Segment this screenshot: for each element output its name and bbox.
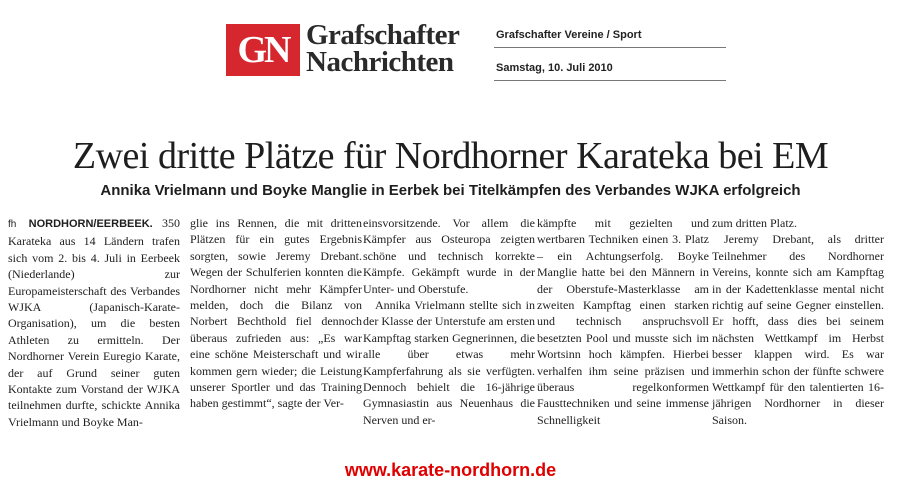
article-subheadline: Annika Vrielmann und Boyke Manglie in Eerbek bei Titelkämpfen des Verbandes WJKA erfolgreich bbox=[100, 182, 801, 199]
author-initials: fh bbox=[8, 219, 17, 230]
newspaper-name bbox=[306, 19, 460, 78]
divider bbox=[494, 47, 726, 48]
newspaper-name-line1: Grafschafter bbox=[306, 19, 460, 51]
dateline: NORDHORN/EERBEEK. bbox=[28, 218, 153, 230]
paragraph: zum dritten Platz. bbox=[712, 216, 797, 230]
paragraph: kämpfte mit gezielten und wertbaren Techniken einen 3. Platz – ein Achtungserfolg. Boyke Manglie hatte bei den Männern in der Oberstufe-Masterklasse am zweiten Kampftag einen starken und technisch anspruchsvoll besetzten Pool und musste sich im Wortsinn hoch kämpfen. Hierbei verhalfen ihm seine präzisen und überaus regelkonformen Fausttechniken und seine immense Schnelligkeit bbox=[537, 216, 709, 427]
website-link[interactable]: www.karate-nordhorn.de bbox=[344, 460, 557, 480]
newspaper-name-line2: Nachrichten bbox=[306, 46, 454, 78]
paragraph: Annika Vrielmann stellte sich in der Klasse der Unterstufe am ersten Kampftag starken Gegnerinnen, die alle über etwas mehr Kampferfahrung als sie verfügten. Dennoch behielt die 16-jährige Gymnasiastin aus Neuenhaus die Nerven und er- bbox=[363, 298, 535, 427]
paragraph: Jeremy Drebant, als dritter Teilnehmer des Nordhorner Vereins, konnte sich am Kampftag in der Kadettenklasse mental nicht richtig auf seine Gegner einstellen. Er hofft, dass dies bei seinem nächsten Wettkampf im Herbst besser klappen wird. Es war immerhin schon der fünfte schwere Wettkampf für den talentierten 16-jährigen Nordhorner in dieser Saison. bbox=[712, 232, 884, 427]
divider bbox=[494, 80, 726, 81]
article-headline: Zwei dritte Plätze für Nordhorner Karateka bei EM bbox=[72, 135, 829, 177]
article-column-4 bbox=[537, 215, 709, 428]
newspaper-logo bbox=[226, 24, 300, 76]
article-column-5 bbox=[712, 215, 884, 428]
masthead bbox=[226, 19, 726, 84]
paragraph: einsvorsitzende. Vor allem die Kämpfer aus Osteuropa zeigten schöne und technisch korrekte Kämpfe. Gekämpft wurde in der Unter- und Oberstufe. bbox=[363, 216, 535, 296]
issue-date: Samstag, 10. Juli 2010 bbox=[496, 62, 613, 74]
logo-lettering: GN bbox=[237, 29, 289, 71]
paragraph: 350 Karateka aus 14 Ländern trafen sich vom 2. bis 4. Juli in Eerbeek (Niederlande) zur Europameisterschaft des Verbandes WJKA (Japanisch-Karate-Organisation), um die besten Athleten zu ermitteln. Der Nordhorner Verein Euregio Karate, der auf Grund seiner guten Kontakte zum Vorstand der WJKA teilnehmen durfte, schickte Annika Vrielmann und Boyke Man- bbox=[8, 216, 181, 429]
article-column-1 bbox=[8, 215, 180, 430]
paragraph: glie ins Rennen, die mit dritten Plätzen für ein gutes Ergebnis sorgten, sowie Jeremy Drebant. Wegen der Schulferien konnten die Nordhorner nicht mehr Kämpfer melden, doch die Bilanz von Norbert Bechthold fiel dennoch überaus zufrieden aus: „Es war eine schöne Meisterschaft und wir kommen gern wieder; die Leistung unserer Sportler und das Training haben gestimmt“, sagte der Ver- bbox=[190, 216, 362, 411]
article-column-3 bbox=[363, 215, 535, 428]
section-label: Grafschafter Vereine / Sport bbox=[496, 29, 642, 41]
article-column-2 bbox=[190, 215, 362, 412]
